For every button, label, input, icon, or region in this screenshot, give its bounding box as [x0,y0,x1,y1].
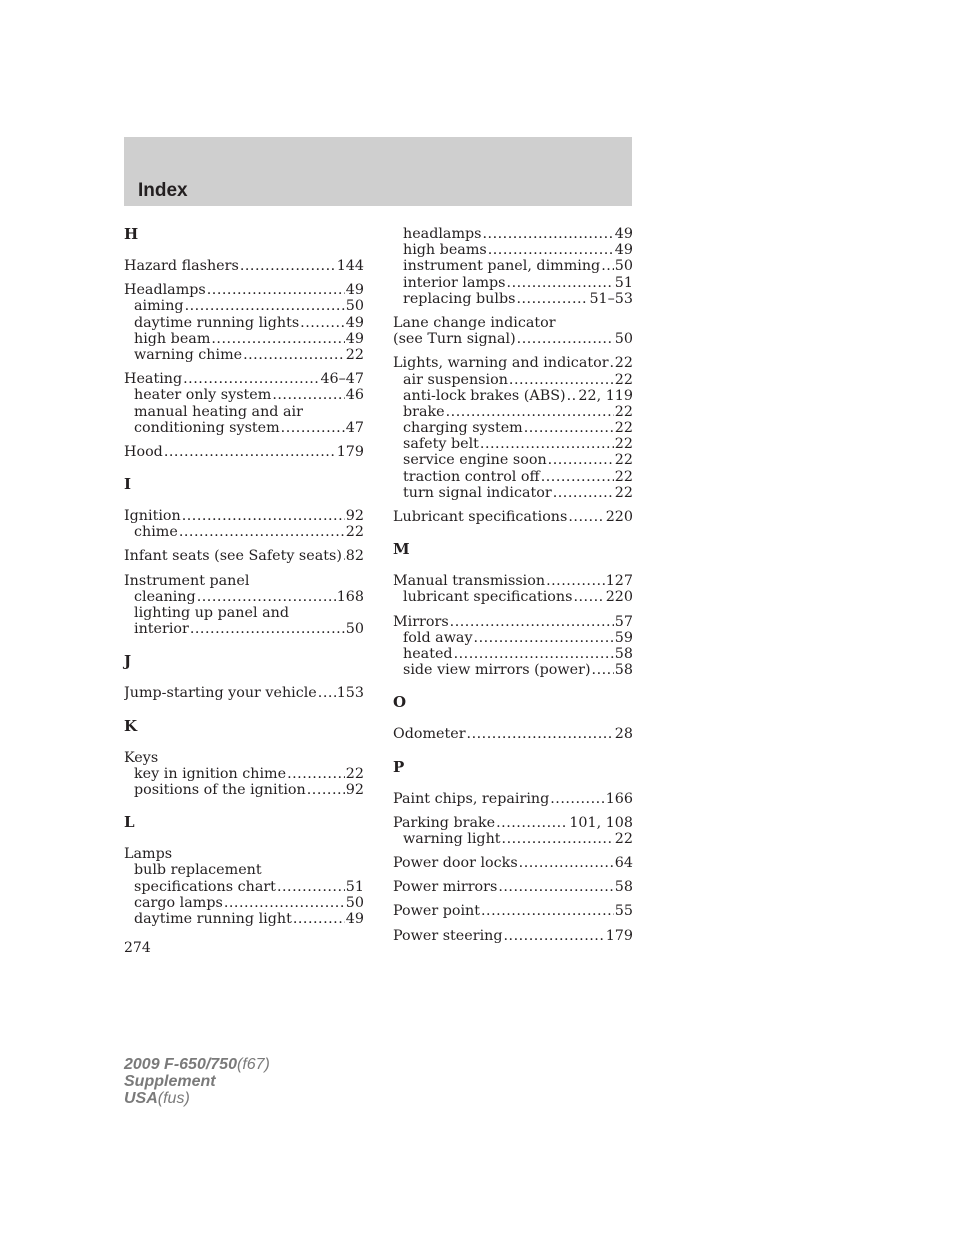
index-line: anti-lock brakes (ABS) ..... 22, 119 [393,388,633,404]
index-line: Lamps [124,846,173,863]
index-line: bulb replacement [134,862,262,879]
index-letter-m: M [393,540,410,559]
index-line: Ignition ..... 92 [124,508,364,524]
index-entry [393,573,633,605]
index-line: aiming ..... 50 [124,298,364,314]
index-line: daytime running lights ..... 49 [124,315,364,331]
index-line: safety belt ..... 22 [393,436,633,452]
index-letter-i: I [124,475,132,494]
index-line: (see Turn signal) ..... 50 [393,331,633,347]
index-entry [393,791,633,807]
index-line: charging system ..... 22 [393,420,633,436]
index-line: lighting up panel and [134,605,289,621]
index-entry [393,726,633,742]
index-line: warning chime ..... 22 [124,347,364,363]
index-line: Hood ..... 179 [124,444,364,460]
index-letter-o: O [393,693,407,712]
index-entry [393,928,633,944]
index-entry [124,444,364,460]
index-line: Power steering ..... 179 [393,928,633,944]
index-line: Manual transmission ..... 127 [393,573,633,589]
index-entry [393,614,633,679]
index-line: headlamps ..... 49 [393,226,633,242]
index-line: Power door locks ..... 64 [393,855,633,871]
index-entry [124,846,364,927]
index-line: cleaning ..... 168 [124,589,364,605]
index-entry [124,258,364,274]
index-entry [393,315,633,347]
index-letter-k: K [124,716,138,735]
index-line: specifications chart ..... 51 [124,879,364,895]
index-line: traction control off ..... 22 [393,469,633,485]
index-line: instrument panel, dimming ..... 50 [393,258,633,274]
index-entry [124,282,364,363]
footer-line-model: 2009 F-650/750(f67) [124,1056,270,1073]
index-line: brake ..... 22 [393,404,633,420]
index-entry [124,750,364,799]
index-letter-p: P [393,757,405,776]
page-number: 274 [124,940,151,956]
index-line: Heating ..... 46–47 [124,371,364,387]
index-entry [124,508,364,540]
index-entry [124,573,364,638]
index-line: high beams ..... 49 [393,242,633,258]
index-line: interior ..... 50 [124,621,364,637]
index-entry [393,903,633,919]
index-line: key in ignition chime ..... 22 [124,766,364,782]
index-line: Parking brake ..... 101, 108 [393,815,633,831]
section-header-bar [124,137,632,206]
index-line: heated ..... 58 [393,646,633,662]
index-line: cargo lamps ..... 50 [124,895,364,911]
index-line: Lane change indicator [393,314,556,331]
index-letter-l: L [124,813,135,832]
index-entry [124,548,364,564]
index-line: interior lamps ..... 51 [393,275,633,291]
index-line: Headlamps ..... 49 [124,282,364,298]
index-line: service engine soon ..... 22 [393,452,633,468]
index-line: Hazard flashers ..... 144 [124,258,364,274]
index-line: Paint chips, repairing ..... 166 [393,791,633,807]
index-line: Keys [124,749,159,766]
document-footer [124,1056,270,1107]
index-entry [124,685,364,701]
footer-line-market: USA(fus) [124,1090,190,1107]
index-line: Power mirrors ..... 58 [393,879,633,895]
index-line: Mirrors ..... 57 [393,614,633,630]
index-column-right [393,226,633,952]
index-entry [393,855,633,871]
index-entry-continued [393,226,633,307]
index-line: fold away ..... 59 [393,630,633,646]
index-entry [124,371,364,436]
index-letter-h: H [124,225,139,243]
page-title: Index [138,180,188,201]
index-line: chime ..... 22 [124,524,364,540]
index-line: replacing bulbs ..... 51–53 [393,291,633,307]
index-entry [393,879,633,895]
index-line: Lights, warning and indicator ..... 22 [393,355,633,371]
index-letter-j: J [124,652,132,671]
index-column-left [124,226,364,935]
index-line: daytime running light ..... 49 [124,911,364,927]
index-entry [393,509,633,525]
footer-line-supplement: Supplement [124,1073,216,1090]
index-line: Odometer ..... 28 [393,726,633,742]
index-line: manual heating and air [134,403,303,420]
index-line: turn signal indicator ..... 22 [393,485,633,501]
index-line: air suspension ..... 22 [393,372,633,388]
index-entry [393,355,633,501]
index-line: Lubricant specifications ..... 220 [393,509,633,525]
index-line: warning light ..... 22 [393,831,633,847]
index-line: lubricant specifications ..... 220 [393,589,633,605]
index-line: Instrument panel [124,572,250,589]
index-line: Power point ..... 55 [393,903,633,919]
index-line: heater only system ..... 46 [124,387,364,403]
index-line: side view mirrors (power) ..... 58 [393,662,633,678]
index-line: Infant seats (see Safety seats) ..... 82 [124,548,364,564]
index-line: conditioning system ..... 47 [124,420,364,436]
index-entry [393,815,633,847]
index-line: positions of the ignition ..... 92 [124,782,364,798]
index-line: high beam ..... 49 [124,331,364,347]
index-line: Jump-starting your vehicle ..... 153 [124,685,364,701]
